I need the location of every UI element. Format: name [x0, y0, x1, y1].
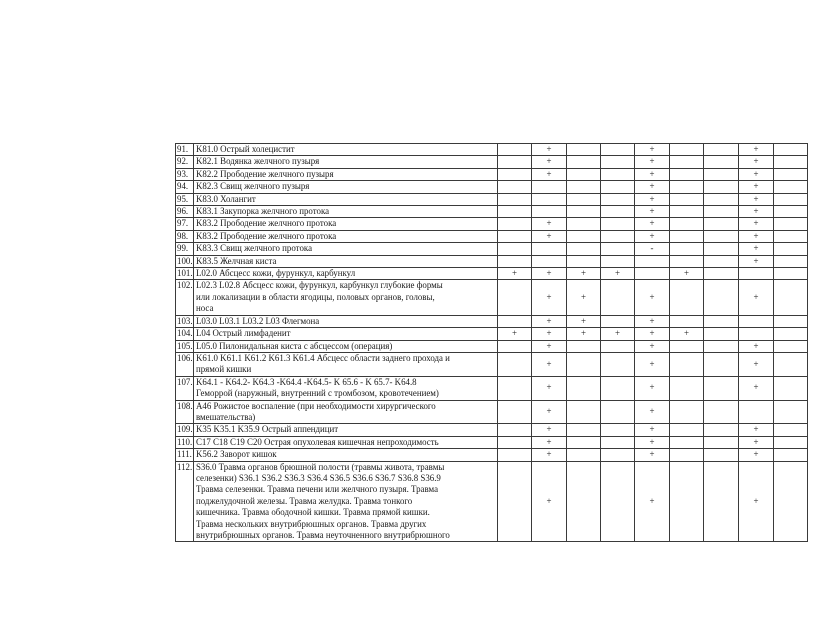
mark-cell	[498, 181, 532, 193]
mark-cell: +	[567, 315, 601, 327]
mark-cell	[498, 218, 532, 230]
row-number: 91.	[176, 144, 194, 156]
table-row	[176, 168, 808, 180]
mark-cell: +	[739, 144, 774, 156]
diagnosis-text-line: C17 C18 C19 C20 Острая опухолевая кишечная непроходимость	[196, 436, 439, 447]
mark-cell	[670, 168, 704, 180]
mark-cell	[704, 268, 739, 280]
row-number: 97.	[176, 218, 194, 230]
diagnosis-text-line: K35 K35.1 K35.9 Острый аппендицит	[196, 424, 339, 435]
mark-cell	[567, 243, 601, 255]
mark-cell	[498, 206, 532, 218]
mark-cell: +	[739, 424, 774, 436]
mark-cell: +	[532, 268, 567, 280]
row-number: 94.	[176, 181, 194, 193]
table-row	[176, 328, 808, 340]
mark-cell	[670, 449, 704, 461]
mark-cell	[532, 243, 567, 255]
diagnosis-text-line: K56.2 Заворот кишок	[196, 449, 277, 460]
mark-cell	[498, 230, 532, 242]
mark-cell	[774, 315, 808, 327]
diagnosis-cell	[194, 181, 498, 193]
mark-cell	[498, 193, 532, 205]
mark-cell	[601, 449, 635, 461]
mark-cell	[601, 400, 635, 424]
mark-cell: +	[635, 181, 670, 193]
table-row	[176, 268, 808, 280]
diagnosis-cell	[194, 144, 498, 156]
mark-cell	[498, 315, 532, 327]
mark-cell	[704, 400, 739, 424]
mark-cell: +	[532, 156, 567, 168]
diagnosis-text-line: K82.2 Прободение желчного пузыря	[196, 168, 334, 179]
mark-cell	[498, 280, 532, 315]
mark-cell: +	[532, 218, 567, 230]
diagnosis-cell	[194, 268, 498, 280]
mark-cell	[601, 436, 635, 448]
mark-cell	[601, 243, 635, 255]
diagnosis-text-line: поджелудочной железы. Травма желудка. Травма тонкого	[196, 495, 413, 506]
mark-cell	[601, 181, 635, 193]
mark-cell: +	[739, 255, 774, 267]
mark-cell	[774, 449, 808, 461]
mark-cell	[498, 255, 532, 267]
mark-cell	[601, 255, 635, 267]
mark-cell	[774, 280, 808, 315]
mark-cell	[704, 449, 739, 461]
row-number: 104.	[177, 328, 193, 339]
row-number: 93.	[176, 168, 194, 180]
mark-cell: +	[532, 352, 567, 376]
diagnosis-cell	[194, 400, 498, 424]
mark-cell	[670, 156, 704, 168]
mark-cell: +	[739, 461, 774, 542]
table-row	[176, 206, 808, 218]
mark-cell	[739, 328, 774, 340]
row-number: 102.	[176, 280, 194, 315]
mark-cell: +	[635, 315, 670, 327]
mark-cell	[774, 268, 808, 280]
mark-cell: +	[739, 168, 774, 180]
diagnosis-cell	[194, 328, 498, 340]
mark-cell	[532, 206, 567, 218]
mark-cell: +	[739, 218, 774, 230]
mark-cell: +	[635, 206, 670, 218]
mark-cell	[601, 193, 635, 205]
mark-cell	[498, 400, 532, 424]
mark-cell: +	[635, 168, 670, 180]
mark-cell: +	[739, 230, 774, 242]
row-number: 111.	[177, 449, 192, 460]
mark-cell	[704, 424, 739, 436]
mark-cell	[498, 243, 532, 255]
mark-cell	[567, 156, 601, 168]
row-number: 95.	[176, 193, 194, 205]
mark-cell	[601, 376, 635, 400]
mark-cell	[498, 340, 532, 352]
mark-cell	[670, 424, 704, 436]
diagnosis-cell	[194, 280, 498, 315]
mark-cell: +	[635, 280, 670, 315]
diagnosis-text-line: K82.1 Водянка желчного пузыря	[196, 156, 320, 167]
row-number: 107.	[176, 376, 194, 400]
mark-cell	[498, 168, 532, 180]
row-number: 105.	[177, 340, 193, 351]
mark-cell: +	[567, 328, 601, 340]
mark-cell	[567, 352, 601, 376]
row-number: 92.	[176, 156, 194, 168]
diagnosis-cell	[194, 376, 498, 400]
diagnosis-text-line: K81.0 Острый холецистит	[196, 144, 295, 154]
mark-cell	[532, 255, 567, 267]
mark-cell	[774, 206, 808, 218]
mark-cell	[601, 144, 635, 156]
mark-cell	[635, 268, 670, 280]
mark-cell	[704, 352, 739, 376]
mark-cell	[670, 376, 704, 400]
mark-cell	[567, 436, 601, 448]
mark-cell	[704, 181, 739, 193]
diagnosis-cell	[194, 255, 498, 267]
table-row	[176, 193, 808, 205]
diagnosis-text-line: кишечника. Травма ободочной кишки. Травма прямой кишки.	[196, 507, 430, 518]
diagnosis-text-line: K83.1 Закупорка желчного протока	[196, 206, 330, 217]
mark-cell	[670, 436, 704, 448]
mark-cell	[498, 144, 532, 156]
mark-cell	[601, 218, 635, 230]
mark-cell	[774, 400, 808, 424]
mark-cell: -	[635, 243, 670, 255]
table-row	[176, 181, 808, 193]
mark-cell: +	[635, 449, 670, 461]
diagnosis-cell	[194, 461, 498, 542]
mark-cell	[567, 400, 601, 424]
mark-cell	[704, 206, 739, 218]
table-row	[176, 461, 808, 542]
mark-cell	[670, 352, 704, 376]
diagnosis-text-line: K82.3 Свищ желчного пузыря	[196, 181, 310, 192]
diagnosis-text-line: Травма нескольких внутрибрюшных органов. Травма других	[196, 518, 427, 529]
mark-cell	[601, 424, 635, 436]
table-row	[176, 424, 808, 436]
mark-cell	[567, 376, 601, 400]
mark-cell	[704, 193, 739, 205]
mark-cell: +	[498, 268, 532, 280]
mark-cell	[704, 280, 739, 315]
table-row	[176, 400, 808, 424]
mark-cell	[670, 181, 704, 193]
diagnosis-cell	[194, 218, 498, 230]
mark-cell: +	[670, 328, 704, 340]
mark-cell	[774, 436, 808, 448]
mark-cell: +	[532, 168, 567, 180]
mark-cell	[774, 328, 808, 340]
mark-cell	[704, 328, 739, 340]
diagnosis-text-line: L02.3 L02.8 Абсцесс кожи, фурункул, карбункул глубокие формы	[196, 280, 443, 291]
mark-cell	[704, 218, 739, 230]
table-row	[176, 218, 808, 230]
mark-cell	[567, 206, 601, 218]
mark-cell	[601, 168, 635, 180]
mark-cell: +	[532, 449, 567, 461]
table-row	[176, 449, 808, 461]
table-row	[176, 255, 808, 267]
mark-cell	[704, 230, 739, 242]
mark-cell: +	[532, 461, 567, 542]
table-row	[176, 280, 808, 315]
mark-cell: +	[532, 400, 567, 424]
row-number: 100.	[177, 255, 193, 266]
diagnosis-cell	[194, 352, 498, 376]
diagnosis-cell	[194, 424, 498, 436]
mark-cell	[704, 436, 739, 448]
mark-cell: +	[532, 328, 567, 340]
mark-cell	[704, 144, 739, 156]
mark-cell: +	[739, 243, 774, 255]
table-row	[176, 376, 808, 400]
mark-cell	[601, 461, 635, 542]
mark-cell: +	[532, 376, 567, 400]
diagnosis-text-line: Травма селезенки. Травма печени или желчного пузыря. Травма	[196, 484, 439, 495]
mark-cell	[704, 315, 739, 327]
diagnosis-cell	[194, 193, 498, 205]
mark-cell	[774, 156, 808, 168]
mark-cell: +	[635, 352, 670, 376]
mark-cell: +	[739, 449, 774, 461]
mark-cell	[498, 156, 532, 168]
table-row	[176, 340, 808, 352]
mark-cell	[670, 243, 704, 255]
mark-cell	[601, 156, 635, 168]
mark-cell	[498, 376, 532, 400]
mark-cell: +	[739, 193, 774, 205]
diagnosis-text-line: вмешательства)	[196, 411, 256, 422]
mark-cell	[704, 243, 739, 255]
mark-cell: +	[601, 328, 635, 340]
mark-cell: +	[635, 144, 670, 156]
mark-cell	[567, 461, 601, 542]
mark-cell: +	[635, 156, 670, 168]
mark-cell: +	[532, 230, 567, 242]
mark-cell: +	[739, 376, 774, 400]
mark-cell	[498, 449, 532, 461]
mark-cell: +	[739, 206, 774, 218]
diagnosis-cell	[194, 168, 498, 180]
mark-cell: +	[670, 268, 704, 280]
table-row	[176, 156, 808, 168]
mark-cell	[567, 424, 601, 436]
mark-cell	[670, 218, 704, 230]
row-number: 112.	[176, 461, 194, 542]
diagnosis-text-line: A46 Рожистое воспаление (при необходимости хирургического	[196, 400, 436, 411]
diagnosis-text-line: L05.0 Пилонидальная киста с абсцессом (операция)	[196, 340, 393, 351]
mark-cell: +	[739, 340, 774, 352]
table-row	[176, 230, 808, 242]
row-number: 110.	[177, 436, 193, 447]
mark-cell	[498, 436, 532, 448]
mark-cell	[704, 340, 739, 352]
mark-cell	[670, 315, 704, 327]
diagnosis-text-line: K83.2 Прободение желчного протока	[196, 218, 337, 229]
mark-cell: +	[739, 156, 774, 168]
diagnosis-cell	[194, 340, 498, 352]
mark-cell	[774, 230, 808, 242]
mark-cell	[670, 206, 704, 218]
mark-cell	[567, 144, 601, 156]
mark-cell	[739, 315, 774, 327]
mark-cell	[670, 144, 704, 156]
mark-cell	[567, 168, 601, 180]
mark-cell	[774, 193, 808, 205]
mark-cell	[670, 461, 704, 542]
row-number: 99.	[176, 243, 194, 255]
mark-cell	[774, 255, 808, 267]
row-number: 96.	[176, 206, 194, 218]
diagnosis-cell	[194, 436, 498, 448]
diagnosis-text-line: L02.0 Абсцесс кожи, фурункул, карбункул	[196, 268, 356, 279]
table-row	[176, 436, 808, 448]
mark-cell: +	[739, 352, 774, 376]
mark-cell	[498, 424, 532, 436]
mark-cell	[670, 230, 704, 242]
diagnosis-text-line: K83.5 Желчная киста	[196, 255, 277, 266]
table-row	[176, 352, 808, 376]
mark-cell	[567, 449, 601, 461]
row-number: 106.	[176, 352, 194, 376]
diagnosis-text-line: K64.1 - K64.2- K64.3 -K64.4 -K64.5- K 65.6 - K 65.7- K64.8	[196, 376, 417, 387]
mark-cell: +	[532, 280, 567, 315]
mark-cell: +	[635, 376, 670, 400]
table-row	[176, 243, 808, 255]
mark-cell: +	[739, 436, 774, 448]
mark-cell: +	[532, 144, 567, 156]
row-number: 98.	[176, 230, 194, 242]
diagnosis-cell	[194, 243, 498, 255]
mark-cell	[498, 461, 532, 542]
mark-cell	[532, 193, 567, 205]
mark-cell: +	[567, 280, 601, 315]
mark-cell: +	[532, 424, 567, 436]
mark-cell	[567, 193, 601, 205]
mark-cell	[601, 280, 635, 315]
mark-cell: +	[532, 436, 567, 448]
diagnosis-cell	[194, 449, 498, 461]
diagnosis-text-line: L04 Острый лимфаденит	[196, 328, 291, 339]
mark-cell	[601, 315, 635, 327]
diagnosis-text-line: K83.0 Холангит	[196, 193, 256, 204]
mark-cell	[704, 168, 739, 180]
mark-cell	[774, 144, 808, 156]
mark-cell: +	[567, 268, 601, 280]
mark-cell	[670, 255, 704, 267]
diagnosis-text-line: S36.0 Травма органов брюшной полости (травмы живота, травмы	[196, 461, 445, 472]
mark-cell	[601, 230, 635, 242]
table-row	[176, 144, 808, 156]
mark-cell	[670, 340, 704, 352]
row-number: 109.	[177, 424, 193, 435]
diagnosis-text-line: селезенки) S36.1 S36.2 S36.3 S36.4 S36.5 S36.6 S36.7 S36.8 S36.9	[196, 472, 441, 483]
row-number: 108.	[176, 400, 194, 424]
mark-cell	[635, 255, 670, 267]
mark-cell: +	[635, 400, 670, 424]
document-table	[175, 143, 808, 542]
mark-cell	[601, 340, 635, 352]
diagnosis-cell	[194, 230, 498, 242]
mark-cell: +	[532, 315, 567, 327]
row-number: 101.	[177, 268, 193, 279]
diagnosis-cell	[194, 315, 498, 327]
mark-cell	[774, 376, 808, 400]
mark-cell: +	[635, 193, 670, 205]
mark-cell: +	[635, 230, 670, 242]
mark-cell	[670, 193, 704, 205]
mark-cell	[774, 181, 808, 193]
mark-cell	[704, 376, 739, 400]
diagnosis-text-line: прямой кишки	[196, 364, 252, 375]
diagnosis-text-line: K83.3 Свищ желчного протока	[196, 243, 313, 254]
diagnosis-text-line: K61.0 K61.1 K61.2 K61.3 K61.4 Абсцесс области заднего прохода и	[196, 352, 450, 363]
mark-cell	[774, 340, 808, 352]
mark-cell	[774, 461, 808, 542]
diagnosis-text-line: или локализации в области ягодицы, половых органов, головы,	[196, 291, 435, 302]
mark-cell: +	[739, 280, 774, 315]
mark-cell: +	[635, 424, 670, 436]
mark-cell	[498, 352, 532, 376]
table-body	[176, 144, 808, 542]
mark-cell	[670, 400, 704, 424]
mark-cell	[670, 280, 704, 315]
mark-cell: +	[635, 340, 670, 352]
diagnosis-text-line: Геморрой (наружный, внутренний с тромбозом, кровотечением)	[196, 388, 439, 399]
mark-cell: +	[739, 181, 774, 193]
diagnosis-text-line: внутрибрюшных органов. Травма неуточненного внутрибрюшного	[196, 530, 450, 540]
mark-cell	[739, 268, 774, 280]
mark-cell	[774, 168, 808, 180]
diagnosis-text-line: носа	[196, 303, 214, 314]
diagnosis-cell	[194, 206, 498, 218]
mark-cell	[704, 255, 739, 267]
mark-cell: +	[635, 436, 670, 448]
diagnosis-cell	[194, 156, 498, 168]
row-number: 103.	[177, 315, 193, 326]
mark-cell	[567, 230, 601, 242]
diagnosis-text-line: L03.0 L03.1 L03.2 L03 Флегмона	[196, 315, 320, 326]
mark-cell	[704, 461, 739, 542]
mark-cell: +	[498, 328, 532, 340]
mark-cell	[532, 181, 567, 193]
mark-cell: +	[601, 268, 635, 280]
mark-cell	[704, 156, 739, 168]
mark-cell: +	[635, 218, 670, 230]
mark-cell: +	[635, 461, 670, 542]
mark-cell	[567, 181, 601, 193]
mark-cell	[567, 340, 601, 352]
table-row	[176, 315, 808, 327]
mark-cell: +	[532, 340, 567, 352]
mark-cell	[774, 243, 808, 255]
mark-cell	[567, 218, 601, 230]
mark-cell	[774, 352, 808, 376]
mark-cell: +	[635, 328, 670, 340]
mark-cell	[739, 400, 774, 424]
mark-cell	[774, 218, 808, 230]
diagnosis-text-line: K83.2 Прободение желчного протока	[196, 230, 337, 241]
mark-cell	[567, 255, 601, 267]
mark-cell	[601, 206, 635, 218]
mark-cell	[601, 352, 635, 376]
mark-cell	[774, 424, 808, 436]
